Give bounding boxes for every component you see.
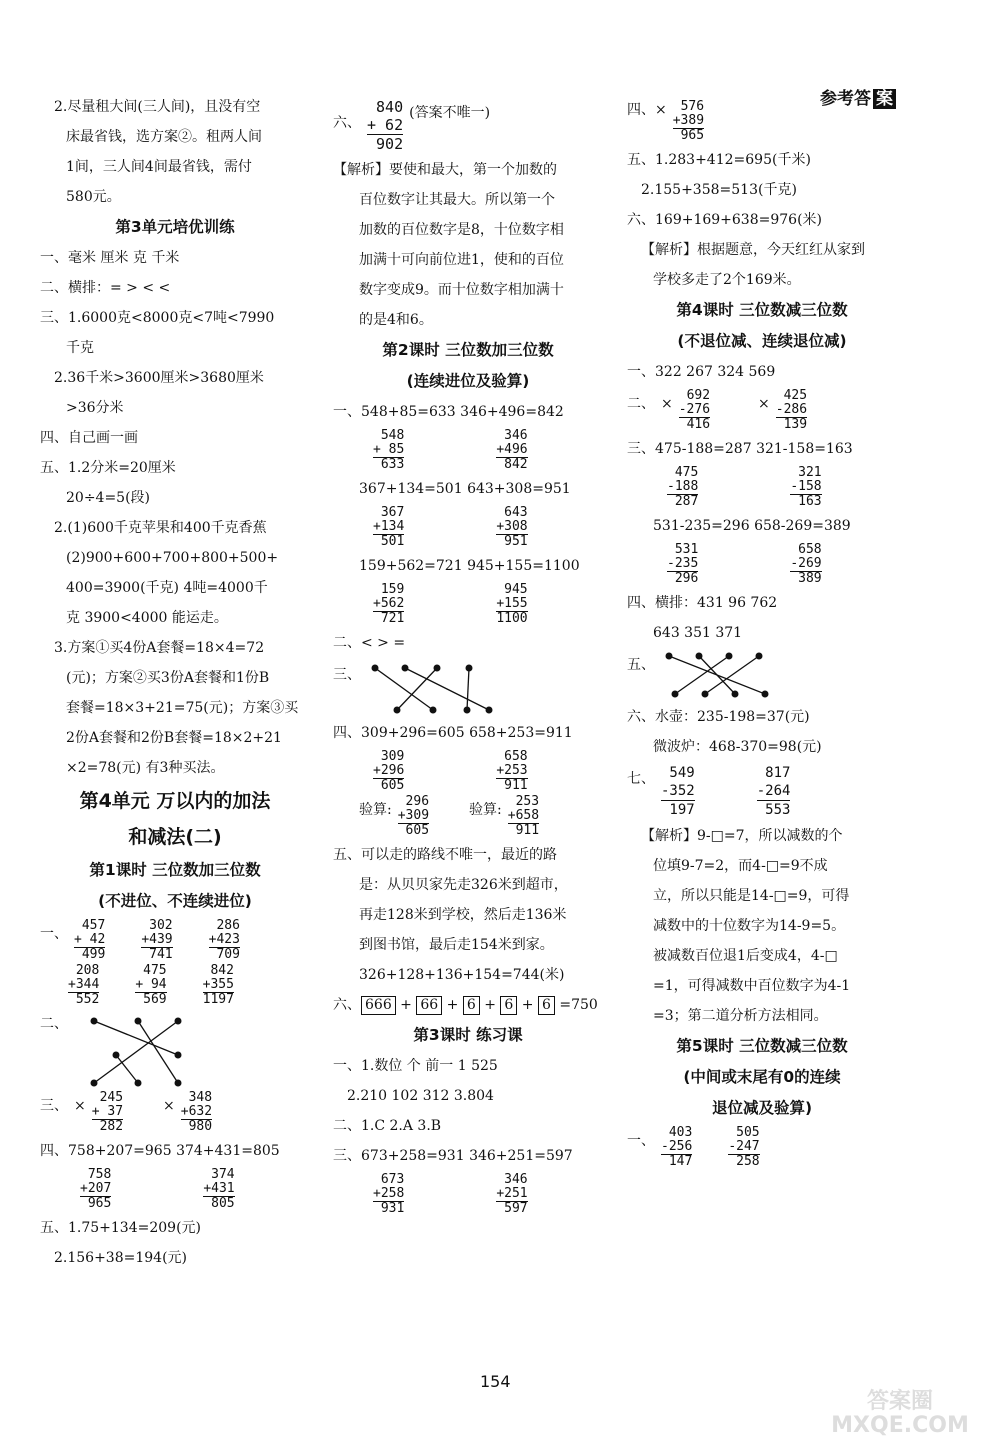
calc-row: +431 <box>203 1181 235 1196</box>
wrong-mark: × <box>758 396 770 412</box>
vertical-calc <box>661 1126 692 1169</box>
calc-row: + 62 <box>367 116 404 134</box>
boxed-equation: 六、 666 + 66 + 6 + 6 + 6 =750 <box>333 997 598 1013</box>
calc-row: 548 <box>380 428 405 443</box>
text-line: 2.210 102 312 3.804 <box>347 1088 494 1104</box>
calc-row: 374 <box>211 1167 235 1182</box>
vertical-calc <box>74 919 105 962</box>
text-line: 643 351 371 <box>653 625 743 641</box>
text-line: 克 3900<4000 能运走。 <box>66 610 228 626</box>
calc-row: -247 <box>728 1139 760 1154</box>
vertical-calc <box>80 1168 111 1211</box>
text-line: 减数中的十位数字为14-9=5。 <box>653 918 846 934</box>
calc-result: 163 <box>798 494 822 509</box>
calc-row: 403 <box>668 1125 693 1140</box>
calc-row: -286 <box>775 402 808 417</box>
calc-row: -276 <box>678 402 711 417</box>
answer-box: 666 <box>361 996 396 1015</box>
text-line: 159+562=721 945+155=1100 <box>359 558 580 574</box>
calc-row: + 94 <box>135 977 167 992</box>
vertical-calc <box>181 1091 212 1134</box>
text-line: 加满十可向前位进1，使和的百位 <box>359 252 564 268</box>
calc-row: +355 <box>202 977 234 992</box>
column-2 <box>333 92 603 1218</box>
vertical-calc <box>667 543 698 586</box>
matching-lines-diagram <box>74 1009 184 1089</box>
calc-row: 576 <box>680 99 705 114</box>
text-line: 三、1.6000克<8000克<7吨<7990 <box>40 310 275 326</box>
calc-row: +134 <box>373 519 405 534</box>
text-line: =3；第二道分析方法相同。 <box>653 1008 828 1024</box>
calc-result: 965 <box>680 128 705 143</box>
item-label: 二、 <box>40 1016 68 1032</box>
vertical-calc <box>373 506 404 549</box>
watermark-bottom: MXQE.COM <box>831 1413 969 1438</box>
vertical-calc <box>373 750 404 793</box>
text-line: 326+128+136+154=744(米) <box>359 967 565 983</box>
vertical-calc <box>92 1091 123 1134</box>
calc-row: 348 <box>188 1090 213 1105</box>
text-line: 的是4和6。 <box>359 312 433 328</box>
text-line: 二、1.C 2.A 3.B <box>333 1118 442 1134</box>
text-line: 床最省钱，选方案②。租两人间 <box>66 129 262 145</box>
text-line: 2.尽量租大间(三人间)，且没有空 <box>54 99 261 115</box>
calc-row: 531 <box>674 542 699 557</box>
vertical-calc <box>679 389 710 432</box>
item-label: 一、 <box>627 1133 655 1149</box>
calc-row: 658 <box>798 542 822 557</box>
text-line: 学校多走了2个169米。 <box>653 272 801 288</box>
calc-row: + 37 <box>91 1104 124 1119</box>
text-line: 是：从贝贝家先走326米到超市， <box>359 877 568 893</box>
calc-result: 197 <box>669 802 695 818</box>
item-label: 六、 <box>333 115 361 131</box>
item-label: 一、 <box>40 926 68 942</box>
vertical-calc <box>496 1173 527 1216</box>
text-line: 400=3900(千克) 4吨=4000千 <box>66 580 268 596</box>
calc-row: +423 <box>208 932 240 947</box>
calc-row: 643 <box>504 505 528 520</box>
lesson-subheading: (不退位减、连续退位减) <box>677 332 847 350</box>
calc-result: 416 <box>686 417 711 432</box>
lesson-heading: 第5课时 三位数减三位数 <box>676 1037 848 1055</box>
calc-result: 499 <box>81 947 106 962</box>
wrong-mark: × <box>661 396 673 412</box>
calc-result: 296 <box>674 571 699 586</box>
unit-heading: 和减法(二) <box>128 826 222 848</box>
vertical-calc <box>135 964 166 1007</box>
calc-result: 552 <box>75 992 100 1007</box>
answer-box: 6 <box>463 996 480 1015</box>
calc-result: 1100 <box>496 611 528 626</box>
note: (答案不唯一) <box>409 105 491 121</box>
text-line: 2.36千米>3600厘米>3680厘米 <box>54 370 264 386</box>
calc-row: -264 <box>756 783 791 799</box>
calc-result: 258 <box>736 1154 760 1169</box>
text-line: 二、横排：= > < < <box>40 280 171 296</box>
text-line: 百位数字让其最大。所以第一个 <box>359 192 555 208</box>
calc-result: 741 <box>149 947 173 962</box>
text-line: >36分米 <box>66 400 124 416</box>
calc-row: +389 <box>672 113 705 128</box>
text-line: 三、475-188=287 321-158=163 <box>627 441 853 457</box>
text-line: 再走128米到学校，然后走136米 <box>359 907 567 923</box>
calc-row: -158 <box>790 479 822 494</box>
text-line: 【解析】根据题意，今天红红从家到 <box>641 242 865 258</box>
vertical-calc <box>373 583 404 626</box>
text-line: 微波炉：468-370=98(元) <box>653 739 822 755</box>
calc-row: 425 <box>783 388 808 403</box>
calc-row: +309 <box>397 808 430 823</box>
vertical-calc <box>728 1126 759 1169</box>
vertical-calc <box>790 466 821 509</box>
calc-row: 302 <box>149 918 173 933</box>
vertical-calc <box>141 919 172 962</box>
text-line: 五、1.75+134=209(元) <box>40 1220 201 1236</box>
calc-row: 296 <box>405 794 430 809</box>
calc-row: +207 <box>80 1181 112 1196</box>
item-label: 五、 <box>627 657 655 673</box>
vertical-calc <box>496 750 527 793</box>
calc-row: 817 <box>765 765 791 781</box>
calc-row: 286 <box>216 918 240 933</box>
text-line: 367+134=501 643+308=951 <box>359 481 571 497</box>
vertical-calc <box>508 795 539 838</box>
lesson-heading: 第3课时 练习课 <box>413 1026 523 1044</box>
vertical-calc <box>203 1168 234 1211</box>
lesson-subheading: (中间或末尾有0的连续 <box>683 1068 841 1086</box>
text-line: 五、1.283+412=695(千米) <box>627 152 811 168</box>
vertical-calc <box>373 429 404 472</box>
calc-row: 758 <box>87 1167 112 1182</box>
lesson-heading: 第1课时 三位数加三位数 <box>89 861 261 879</box>
text-line: 一、毫米 厘米 克 千米 <box>40 250 180 266</box>
text-line: 被减数百位退1后变成4，4-□ <box>653 948 838 964</box>
section-heading: 第3单元培优训练 <box>115 218 235 236</box>
vertical-calc <box>496 506 527 549</box>
text-line: 580元。 <box>66 189 121 205</box>
calc-row: -256 <box>661 1139 693 1154</box>
calc-row: +562 <box>373 596 405 611</box>
calc-row: 673 <box>380 1172 405 1187</box>
lesson-subheading: 退位减及验算) <box>711 1099 813 1117</box>
vertical-calc <box>68 964 99 1007</box>
text-line: 五、可以走的路线不唯一，最近的路 <box>333 847 557 863</box>
calc-row: +251 <box>496 1186 528 1201</box>
calc-result: 139 <box>783 417 808 432</box>
calc-row: +658 <box>507 808 540 823</box>
calc-row: +296 <box>373 763 405 778</box>
calc-row: 692 <box>686 388 711 403</box>
calc-result: 569 <box>143 992 167 1007</box>
calc-row: 475 <box>143 963 167 978</box>
text-line: 四、自己画一画 <box>40 430 138 446</box>
text-line: 2份A套餐和2份B套餐=18×2+21 <box>66 730 282 746</box>
calc-row: 245 <box>99 1090 124 1105</box>
answer-box: 6 <box>538 996 555 1015</box>
text-line: 20÷4=5(段) <box>66 490 151 506</box>
vertical-calc <box>776 389 807 432</box>
calc-result: 1197 <box>202 992 234 1007</box>
text-line: 【解析】要使和最大，第一个加数的 <box>333 162 557 178</box>
calc-result: 721 <box>380 611 405 626</box>
text-line: 3.方案①买4份A套餐=18×4=72 <box>54 640 265 656</box>
calc-row: +155 <box>496 596 528 611</box>
calc-result: 605 <box>380 778 405 793</box>
text-line: 2.(1)600千克苹果和400千克香蕉 <box>54 520 267 536</box>
calc-result: 965 <box>87 1196 112 1211</box>
wrong-mark: × <box>163 1098 175 1114</box>
column-3 <box>627 98 897 1171</box>
calc-result: 911 <box>515 823 540 838</box>
lesson-heading: 第2课时 三位数加三位数 <box>382 341 554 359</box>
calc-row: 842 <box>210 963 234 978</box>
watermark-top: 答案圈 <box>866 1389 933 1414</box>
text-line: 六、水壶：235-198=37(元) <box>627 709 810 725</box>
text-line: 一、322 267 324 569 <box>627 364 776 380</box>
text-line: 2.155+358=513(千克) <box>641 182 797 198</box>
text-line: 千克 <box>66 340 94 356</box>
calc-result: 980 <box>188 1119 213 1134</box>
calc-result: 389 <box>798 571 822 586</box>
calc-row: 658 <box>504 749 528 764</box>
boxed-calc <box>757 764 791 819</box>
calc-row: 208 <box>75 963 100 978</box>
calc-row: 367 <box>380 505 405 520</box>
calc-result: 951 <box>504 534 528 549</box>
calc-result: 147 <box>668 1154 693 1169</box>
text-line: 四、横排：431 96 762 <box>627 595 778 611</box>
calc-row: -352 <box>661 783 695 799</box>
text-line: ×2=78(元) 有3种买法。 <box>66 760 225 776</box>
calc-result: 911 <box>504 778 528 793</box>
calc-result: 597 <box>504 1201 528 1216</box>
text-line: 531-235=296 658-269=389 <box>653 518 851 534</box>
boxed-calc <box>367 98 403 153</box>
calc-row: +253 <box>496 763 528 778</box>
equation-result: =750 <box>559 997 598 1013</box>
calc-result: 931 <box>380 1201 405 1216</box>
vertical-calc <box>209 919 240 962</box>
calc-row: +258 <box>373 1186 405 1201</box>
matching-lines-diagram <box>661 650 781 700</box>
item-label: 四、× <box>627 102 667 118</box>
calc-result: 842 <box>504 457 528 472</box>
calc-row: -269 <box>790 556 822 571</box>
calc-result: 287 <box>674 494 699 509</box>
calc-row: + 85 <box>373 442 405 457</box>
item-label: 三、 <box>40 1098 68 1114</box>
calc-row: 457 <box>81 918 106 933</box>
text-line: 四、309+296=605 658+253=911 <box>333 725 573 741</box>
text-line: 套餐=18×3+21=75(元)；方案③买 <box>66 700 299 716</box>
calc-row: 505 <box>736 1125 760 1140</box>
text-line: 立，所以只能是14-□=9，可得 <box>653 888 850 904</box>
item-label: 六、 <box>333 997 361 1013</box>
calc-result: 553 <box>765 802 791 818</box>
calc-result: 805 <box>211 1196 235 1211</box>
text-line: 位填9-7=2，而4-□=9不成 <box>653 858 828 874</box>
answer-box: 6 <box>500 996 517 1015</box>
item-label: 二、 <box>627 396 655 412</box>
vertical-calc <box>203 964 234 1007</box>
text-line: 数字变成9。而十位数字相加满十 <box>359 282 564 298</box>
text-line: 2.156+38=194(元) <box>54 1250 187 1266</box>
calc-row: +344 <box>68 977 100 992</box>
calc-row: +308 <box>496 519 528 534</box>
calc-row: +496 <box>496 442 528 457</box>
check-label: 验算: <box>469 802 502 818</box>
text-line: 加数的百位数字是8，十位数字相 <box>359 222 564 238</box>
calc-row: -235 <box>667 556 699 571</box>
calc-row: 253 <box>515 794 540 809</box>
text-line: =1，可得减数中百位数字为4-1 <box>653 978 851 994</box>
calc-row: +632 <box>180 1104 213 1119</box>
text-line: (2)900+600+700+800+500+ <box>66 550 279 566</box>
text-line: 四、758+207=965 374+431=805 <box>40 1143 280 1159</box>
vertical-calc <box>790 543 821 586</box>
text-line: 一、1.数位 个 前一 1 525 <box>333 1058 498 1074</box>
text-line: (元)；方案②买3份A套餐和1份B <box>66 670 270 686</box>
lesson-subheading: (不进位、不连续进位) <box>98 892 252 910</box>
calc-row: 549 <box>669 765 695 781</box>
text-line: 一、548+85=633 346+496=842 <box>333 404 564 420</box>
wrong-mark: × <box>74 1098 86 1114</box>
vertical-calc <box>496 583 527 626</box>
vertical-calc <box>398 795 429 838</box>
calc-result: 902 <box>376 135 404 153</box>
calc-result: 501 <box>380 534 405 549</box>
calc-row: +439 <box>141 932 173 947</box>
calc-result: 633 <box>380 457 405 472</box>
watermark-logo <box>830 1390 970 1440</box>
text-line: 到图书馆，最后走154米到家。 <box>359 937 554 953</box>
column-1 <box>40 92 310 1273</box>
text-line: 五、1.2分米=20厘米 <box>40 460 176 476</box>
calc-row: 159 <box>380 582 405 597</box>
lesson-subheading: (连续进位及验算) <box>406 372 530 390</box>
text-line: 二、< > = <box>333 635 406 651</box>
vertical-calc <box>496 429 527 472</box>
vertical-calc <box>373 1173 404 1216</box>
calc-row: 346 <box>504 1172 528 1187</box>
calc-row: 321 <box>798 465 822 480</box>
text-line: 1间，三人间4间最省钱，需付 <box>66 159 252 175</box>
calc-row: + 42 <box>74 932 106 947</box>
calc-result: 605 <box>405 823 430 838</box>
calc-row: -188 <box>667 479 699 494</box>
vertical-calc <box>673 100 704 143</box>
answer-key-tag: 参考答 案 <box>820 84 896 109</box>
unit-heading: 第4单元 万以内的加法 <box>79 790 271 812</box>
calc-row: 475 <box>674 465 699 480</box>
item-label: 三、 <box>333 667 361 683</box>
calc-row: 945 <box>504 582 528 597</box>
item-label: 七、 <box>627 771 655 787</box>
answer-box: 66 <box>416 996 442 1015</box>
calc-result: 709 <box>216 947 240 962</box>
calc-result: 282 <box>99 1119 124 1134</box>
page-number: 154 <box>480 1372 511 1391</box>
check-label: 验算: <box>359 802 392 818</box>
text-line: 三、673+258=931 346+251=597 <box>333 1148 573 1164</box>
calc-row: 840 <box>376 98 404 116</box>
calc-row: 309 <box>380 749 405 764</box>
text-line: 六、169+169+638=976(米) <box>627 212 823 228</box>
vertical-calc <box>667 466 698 509</box>
matching-lines-diagram <box>367 660 497 716</box>
lesson-heading: 第4课时 三位数减三位数 <box>676 301 848 319</box>
boxed-calc <box>661 764 695 819</box>
text-line: 【解析】9-□=7，所以减数的个 <box>641 828 843 844</box>
calc-row: 346 <box>504 428 528 443</box>
